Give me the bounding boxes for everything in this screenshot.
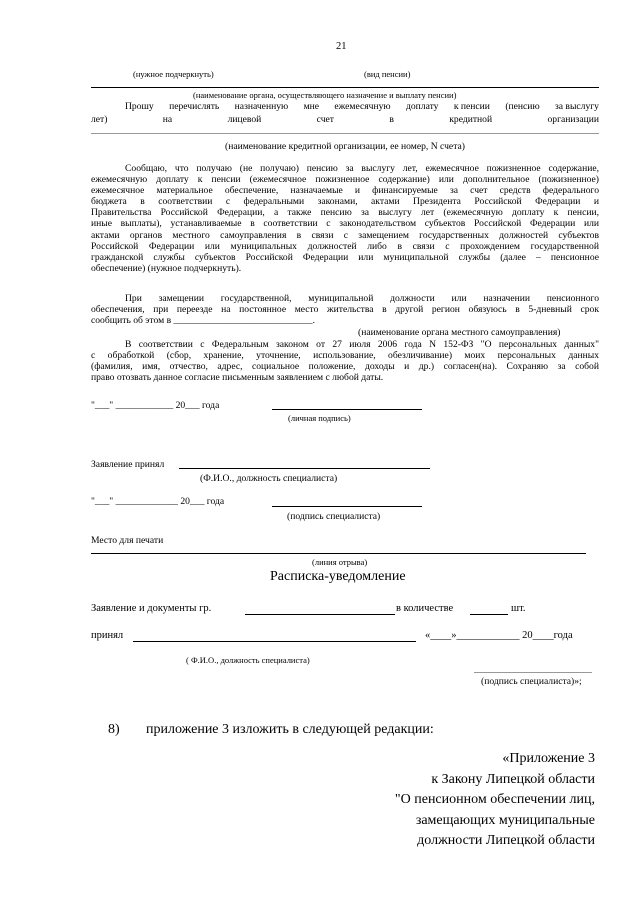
inform-paragraph: Сообщаю, что получаю (не получаю) пенсию за выслугу лет, ежемесячное пожизненное содержание, ежемесячную доплату к пенсии (ежемесячное пожизненное содержание) или дополнительное (пожизненное) ежемесячное материальное обеспечение, назначаемые и финансируемые за счет средств федерального бюджета в соответствии с федеральными законами, актами Президента Российской Федерации и Правительства Российской Федерации, а также пенсию за выслугу лет (ежемесячную доплату к пенсии, иные выплаты), устанавливаемые в соответствии с законодательством субъектов Российской Федерации или актами органов местного самоуправления в связи с замещением государственных должностей субъектов Российской Федерации или муниципальных должностей либо в связи с прохождением государственной гражданской службы субъектов Российской Федерации или муниципальной службы (далее – пенсионное обеспечение) (нужное подчеркнуть).	[91, 163, 599, 274]
receipt-sign-caption: (подпись специалиста)»;	[481, 676, 582, 687]
consent-paragraph: В соответствии с Федеральным законом от 27 июля 2006 года N 152-ФЗ "О персональных данных" с обработкой (сбор, хранение, уточнение, использование, обезличивание) моих персональных данных (фамилия, имя, отчество, адрес, социальное положение, доходы и др.) согласен(на). Сохраняю за собой право отозвать данное согласие письменным заявлением с любой даты.	[91, 339, 599, 384]
organ-name-caption: (наименование органа, осуществляющего назначение и выплату пенсии)	[193, 90, 457, 100]
receipt-date-line: «____»____________ 20____года	[425, 630, 573, 641]
applicant-date-line: "___" ____________ 20___ года	[91, 400, 220, 411]
bank-caption: (наименование кредитной организации, ее номер, N счета)	[225, 141, 465, 152]
receipt-fio-caption: ( Ф.И.О., должность специалиста)	[186, 655, 310, 665]
specialist-sign-line	[272, 506, 422, 507]
appendix-line: «Приложение 3	[502, 751, 595, 766]
receipt-docs-suffix: шт.	[511, 603, 526, 614]
organ-name-line	[91, 87, 599, 88]
local-gov-caption: (наименование органа местного самоуправления)	[358, 327, 561, 338]
receipt-title: Расписка-уведомление	[270, 569, 406, 584]
accepted-label: Заявление принял	[91, 459, 165, 470]
accepted-date-line: "___" _____________ 20___ года	[91, 496, 225, 507]
receipt-sign-line	[474, 672, 592, 673]
accepted-specialist-line	[179, 468, 430, 469]
seal-place-label: Место для печати	[91, 535, 164, 546]
appendix-line: должности Липецкой области	[417, 833, 595, 849]
bank-name-line	[91, 133, 599, 134]
pension-type-caption: (вид пенсии)	[364, 69, 411, 79]
amendment-number: 8)	[108, 722, 120, 737]
underline-note-caption: (нужное подчеркнуть)	[133, 69, 214, 79]
signature-caption: (личная подпись)	[288, 413, 351, 423]
appendix-line: "О пенсионном обеспечении лиц,	[394, 792, 595, 808]
appendix-line: к Закону Липецкой области	[431, 771, 595, 787]
receipt-count-line	[470, 614, 508, 615]
receipt-applicant-name-line	[245, 614, 395, 615]
specialist-sign-caption: (подпись специалиста)	[287, 511, 381, 522]
applicant-signature-line	[272, 409, 422, 410]
receipt-docs-count-label: в количестве	[396, 603, 454, 614]
cut-line	[91, 553, 586, 554]
appendix-line: замещающих муниципальные	[415, 812, 595, 828]
page-number: 21	[336, 41, 347, 52]
receipt-docs-prefix: Заявление и документы гр.	[91, 603, 212, 614]
receipt-accepted-label: принял	[91, 630, 124, 641]
replacement-paragraph: При замещении государственной, муниципальной должности или назначении пенсионного обеспечения, при переезде на постоянное место жительства в другой регион обязуюсь в 5-дневный срок сообщить об этом в _____________________________.	[91, 293, 599, 327]
request-line-1: Прошу перечислять назначенную мне ежемесячную доплату к пенсии (пенсию за выслугу	[125, 101, 599, 112]
accepted-fio-caption: (Ф.И.О., должность специалиста)	[200, 473, 338, 484]
cut-line-caption: (линия отрыва)	[312, 557, 368, 567]
receipt-specialist-line	[133, 641, 416, 642]
appendix-header	[395, 749, 595, 852]
amendment-text: приложение 3 изложить в следующей редакции:	[146, 722, 434, 737]
request-line-2: лет) на лицевой счет в кредитной организации	[91, 114, 599, 125]
